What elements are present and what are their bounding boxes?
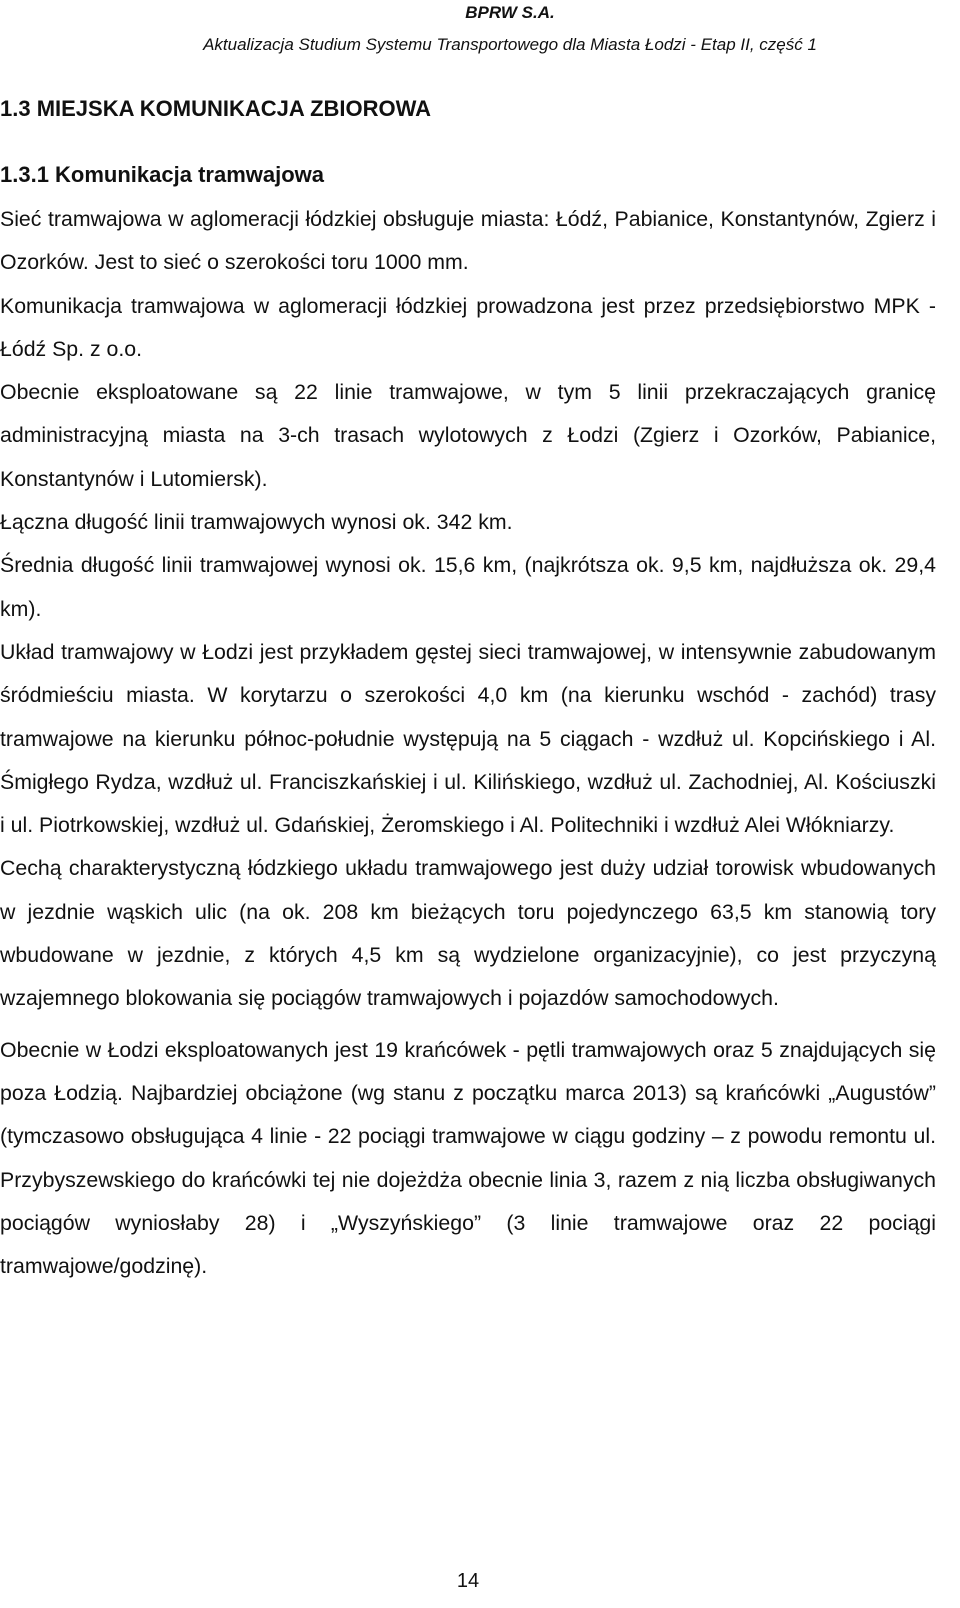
paragraph: Cechą charakterystyczną łódzkiego układu tramwajowego jest duży udział torowisk wbudowanych w jezdnie wąskich ulic (na ok. 208 km bieżących toru pojedynczego 63,5 km stanowią tory wbudowane w jezdnie, z których 4,5 km są wydzielone organizacyjnie), co jest przyczyną wzajemnego blokowania się pociągów tramwajowych i pojazdów samochodowych. bbox=[0, 856, 936, 1011]
paragraph: Łączna długość linii tramwajowych wynosi ok. 342 km. bbox=[0, 510, 513, 535]
subsection-heading: 1.3.1 Komunikacja tramwajowa bbox=[0, 162, 325, 187]
paragraph: Obecnie eksploatowane są 22 linie tramwajowe, w tym 5 linii przekraczających granicę administracyjną miasta na 3-ch trasach wylotowych z Łodzi (Zgierz i Ozorków, Pabianice, Konstantynów i Lutomiersk). bbox=[0, 380, 936, 491]
paragraph: Układ tramwajowy w Łodzi jest przykładem gęstej sieci tramwajowej, w intensywnie zabudowanym śródmieściu miasta. W korytarzu o szerokości 4,0 km (na kierunku wschód - zachód) trasy tramwajowe na kierunku północ-południe występują na 5 ciągach - wzdłuż ul. Kopcińskiego i Al. Śmigłego Rydza, wzdłuż ul. Franciszkańskiej i ul. Kilińskiego, wzdłuż ul. Zachodniej, Al. Kościuszki i ul. Piotrkowskiej, wzdłuż ul. Gdańskiej, Żeromskiego i Al. Politechniki i wzdłuż Alei Włókniarzy. bbox=[0, 639, 936, 838]
page-number: 14 bbox=[456, 1570, 480, 1592]
section-heading: 1.3 MIEJSKA KOMUNIKACJA ZBIOROWA bbox=[0, 96, 432, 121]
header-subtitle: Aktualizacja Studium Systemu Transportowego dla Miasta Łodzi - Etap II, część 1 bbox=[203, 35, 817, 54]
paragraph: Średnia długość linii tramwajowej wynosi ok. 15,6 km, (najkrótsza ok. 9,5 km, najdłuższa ok. 29,4 km). bbox=[0, 553, 936, 621]
page-header bbox=[60, 0, 960, 56]
paragraph: Sieć tramwajowa w aglomeracji łódzkiej obsługuje miasta: Łódź, Pabianice, Konstantynów, Zgierz i Ozorków. Jest to sieć o szerokości toru 1000 mm. bbox=[0, 207, 936, 275]
header-company: BPRW S.A. bbox=[465, 3, 555, 22]
document-body bbox=[0, 86, 936, 1288]
body-text bbox=[0, 198, 936, 1288]
paragraph: Komunikacja tramwajowa w aglomeracji łódzkiej prowadzona jest przez przedsiębiorstwo MPK - Łódź Sp. z o.o. bbox=[0, 293, 936, 361]
paragraph: Obecnie w Łodzi eksploatowanych jest 19 krańcówek - pętli tramwajowych oraz 5 znajdujących się poza Łodzią. Najbardziej obciążone (wg stanu z początku marca 2013) są krańcówki „Augustów” (tymczasowo obsługująca 4 linie - 22 pociągi tramwajowe w ciągu godziny – z powodu remontu ul. Przybyszewskiego do krańcówki tej nie dojeżdża obecnie linia 3, razem z nią liczba obsługiwanych pociągów wyniosłaby 28) i „Wyszyńskiego” (3 linie tramwajowe oraz 22 pociągi tramwajowe/godzinę). bbox=[0, 1037, 936, 1279]
